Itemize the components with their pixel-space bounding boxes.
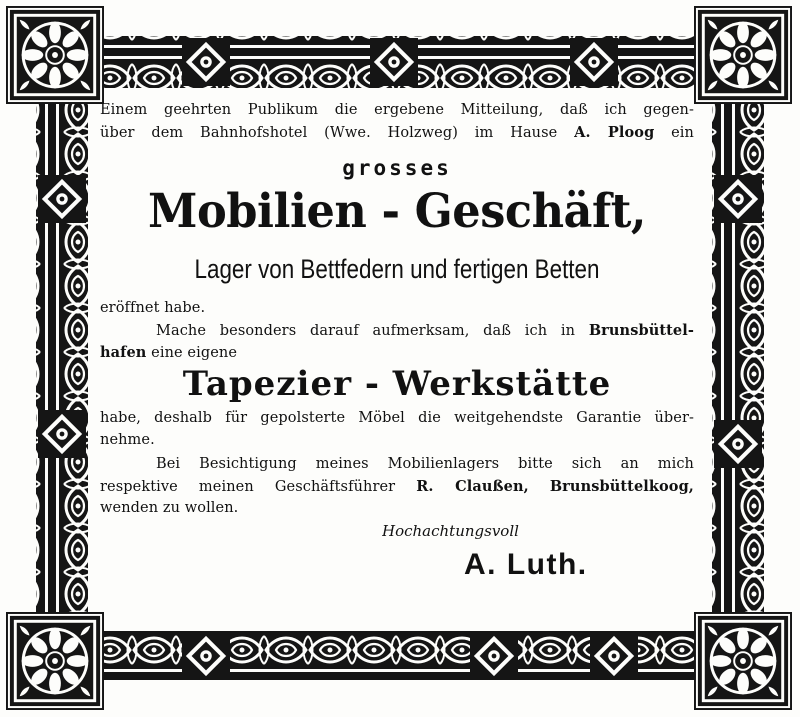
guarantee-line-2: nehme.	[100, 432, 155, 448]
note-line-2-end: eine eigene	[151, 345, 238, 361]
intro-line-2	[100, 124, 694, 141]
visit-line-3: wenden zu wollen.	[100, 500, 239, 516]
closing-greeting: Hochachtungsvoll	[382, 522, 519, 540]
note-line-1	[100, 322, 694, 339]
corner-rosette-top-right	[694, 6, 792, 104]
corner-rosette-bottom-left	[6, 612, 104, 710]
guarantee-line-1: habe, deshalb für gepolsterte Möbel die weitgehendste Garantie über-	[100, 410, 694, 426]
visit-line-1: Bei Besichtigung meines Mobilienlagers bitte sich an mich	[156, 456, 694, 472]
main-title: Mobilien - Geschäft,	[148, 184, 646, 239]
subtitle: Lager von Bettfedern und fertigen Betten	[194, 254, 600, 284]
note-line-1-start: Mache besonders darauf aufmerksam, daß ich in	[156, 323, 576, 339]
grosses-word: grosses	[342, 156, 452, 180]
note-line-2	[100, 344, 237, 361]
workshop-title: Tapezier - Werkstätte	[182, 364, 612, 404]
corner-rosette-top-left	[6, 6, 104, 104]
landlord-name: A. Ploog	[574, 124, 655, 141]
visit-line-2-start: respektive meinen Geschäftsführer	[100, 479, 396, 495]
visit-line-2	[100, 478, 694, 495]
place-hafen: hafen	[100, 344, 147, 361]
intro-line-2-start: über dem Bahnhofshotel (Wwe. Holzweg) im Hause	[100, 125, 558, 141]
place-brunsbuettel: Brunsbüttel-	[588, 322, 694, 339]
intro-line-1: Einem geehrten Publikum die ergebene Mitteilung, daß ich gegen-	[100, 102, 694, 118]
intro-line-2-end: ein	[671, 125, 694, 141]
manager-name: R. Claußen,	[416, 478, 529, 495]
corner-rosette-bottom-right	[694, 612, 792, 710]
opened-line: eröffnet habe.	[100, 300, 206, 316]
signature: A. Luth.	[464, 548, 588, 581]
place-brunsbuettelkoog: Brunsbüttelkoog,	[549, 478, 694, 495]
